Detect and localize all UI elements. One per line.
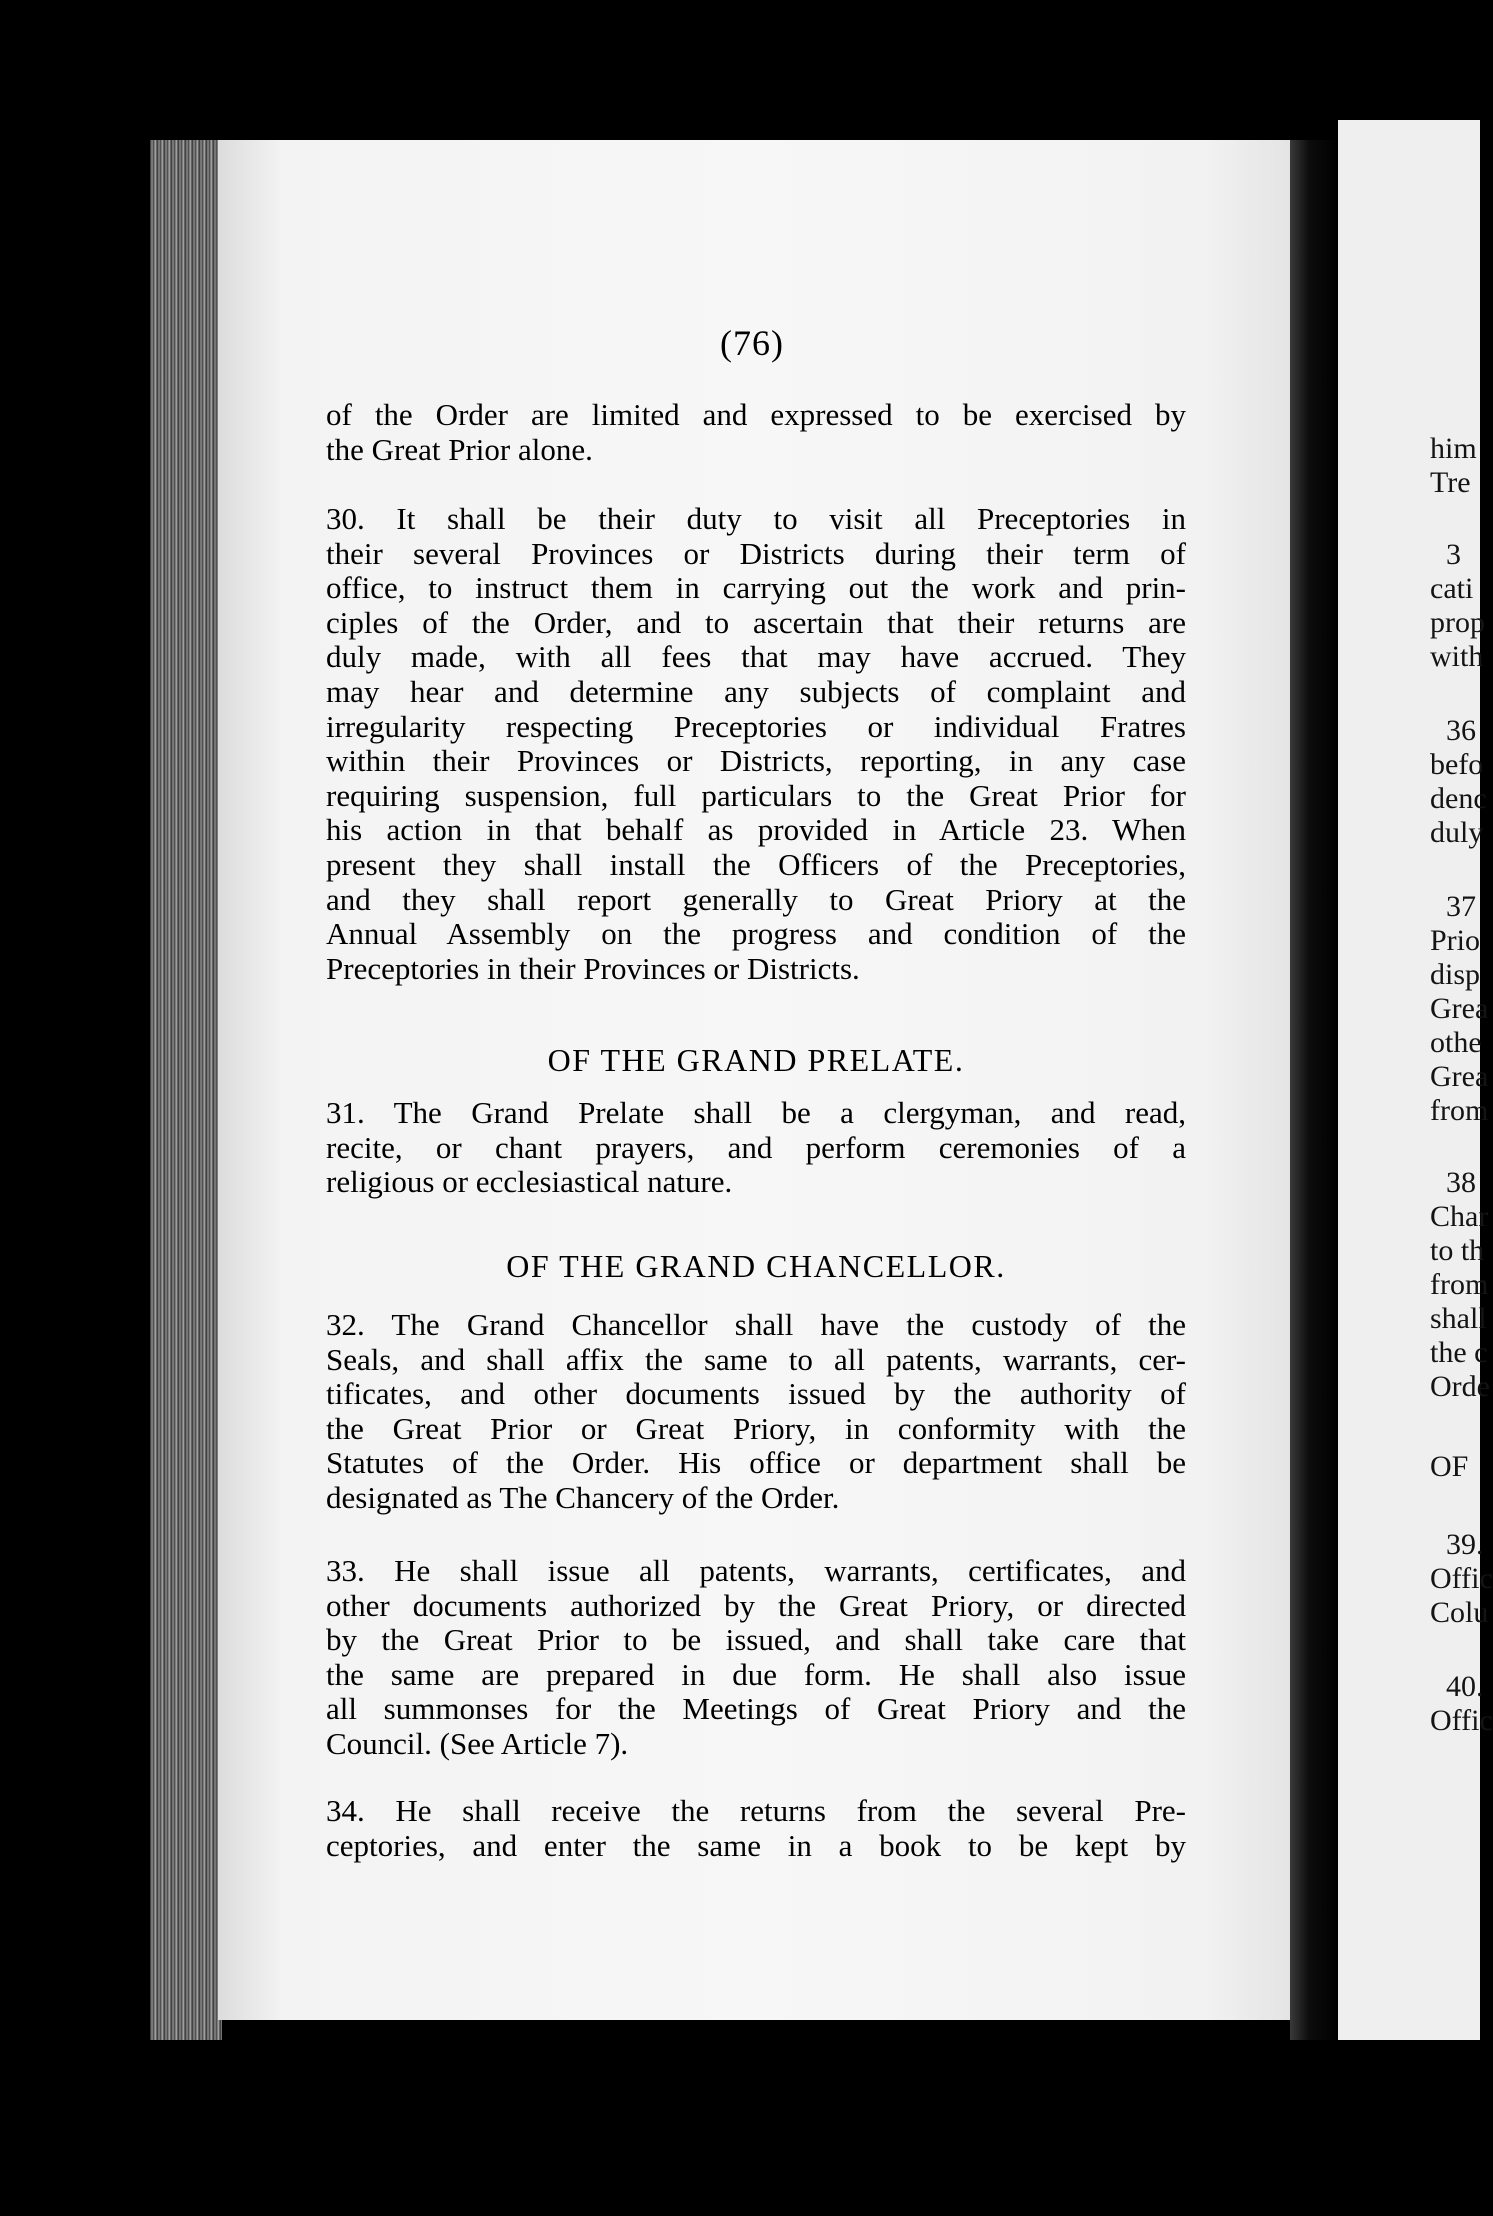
text-line: irregularity respecting Preceptories or individual Fratres xyxy=(326,708,1186,744)
text-line: 33. He shall issue all patents, warrants, certificates, and xyxy=(326,1553,1186,1588)
adjacent-fragment: from xyxy=(1430,1268,1489,1301)
text-line: office, to instruct them in carrying out the work and prin- xyxy=(326,570,1186,606)
adjacent-fragment: OF xyxy=(1430,1450,1469,1483)
adjacent-fragment: prop xyxy=(1430,606,1485,639)
text-line: ceptories, and enter the same in a book to be kept by xyxy=(326,1827,1186,1863)
text-line: 32. The Grand Chancellor shall have the custody of the xyxy=(326,1307,1186,1342)
adjacent-fragment: Prio xyxy=(1430,924,1481,957)
adjacent-fragment: to th xyxy=(1430,1234,1485,1267)
adjacent-fragment: cati xyxy=(1430,572,1474,605)
adjacent-fragment: Orde xyxy=(1430,1370,1490,1403)
text-line: his action in that behalf as provided in Article 23. When xyxy=(326,812,1186,848)
adjacent-fragment: othe xyxy=(1430,1026,1482,1059)
text-line: Annual Assembly on the progress and condition of the xyxy=(326,916,1186,952)
text-line: religious or ecclesiastical nature. xyxy=(326,1164,733,1200)
text-line: all summonses for the Meetings of Great Priory and the xyxy=(326,1691,1186,1727)
adjacent-fragment: 40. xyxy=(1446,1670,1484,1703)
text-line: Council. (See Article 7). xyxy=(326,1725,629,1761)
text-line: duly made, with all fees that may have accrued. They xyxy=(326,639,1186,675)
text-line: recite, or chant prayers, and perform ceremonies of a xyxy=(326,1129,1186,1165)
adjacent-fragment: Char xyxy=(1430,1200,1489,1233)
text-line: other documents authorized by the Great Priory, or directed xyxy=(326,1587,1186,1623)
text-line: ciples of the Order, and to ascertain that their returns are xyxy=(326,604,1186,640)
adjacent-fragment: 36 xyxy=(1446,714,1476,747)
text-line: Seals, and shall affix the same to all patents, warrants, cer- xyxy=(326,1341,1186,1377)
book-page-edges xyxy=(150,140,222,2040)
text-line: requiring suspension, full particulars to the Great Prior for xyxy=(326,777,1186,813)
adjacent-fragment: shall xyxy=(1430,1302,1487,1335)
adjacent-fragment: 39. xyxy=(1446,1528,1484,1561)
adjacent-fragment: disp xyxy=(1430,958,1481,991)
text-line: 31. The Grand Prelate shall be a clergyman, and read, xyxy=(326,1095,1186,1130)
text-line: of the Order are limited and expressed to be exercised by xyxy=(326,397,1186,432)
text-line: the Great Prior or Great Priory, in conformity with the xyxy=(326,1410,1186,1446)
adjacent-fragment: him xyxy=(1430,432,1477,465)
adjacent-fragment: duly xyxy=(1430,816,1484,849)
text-line: Statutes of the Order. His office or department shall be xyxy=(326,1445,1186,1481)
adjacent-fragment: Tre xyxy=(1430,466,1471,499)
adjacent-fragment: Colu xyxy=(1430,1596,1489,1629)
article-31 xyxy=(326,1096,1186,1200)
text-line: designated as The Chancery of the Order. xyxy=(326,1479,840,1515)
adjacent-page-cropped xyxy=(1338,120,1493,2040)
adjacent-fragment: with xyxy=(1430,640,1484,673)
text-line: and they shall report generally to Great Priory at the xyxy=(326,881,1186,917)
text-line: tificates, and other documents issued by the authority of xyxy=(326,1376,1186,1412)
text-line: may hear and determine any subjects of complaint and xyxy=(326,673,1186,709)
adjacent-fragment: 38 xyxy=(1446,1166,1476,1199)
text-line: the same are prepared in due form. He shall also issue xyxy=(326,1656,1186,1692)
section-heading-grand-chancellor: OF THE GRAND CHANCELLOR. xyxy=(506,1248,1006,1284)
adjacent-fragment: from xyxy=(1430,1094,1489,1127)
text-line: their several Provinces or Districts during their term of xyxy=(326,535,1186,571)
page-number: (76) xyxy=(720,323,784,363)
text-line: within their Provinces or Districts, reporting, in any case xyxy=(326,743,1186,779)
adjacent-fragment: 3 xyxy=(1446,538,1461,571)
text-line: present they shall install the Officers of the Preceptories, xyxy=(326,846,1186,882)
adjacent-fragment: Offic xyxy=(1430,1562,1493,1595)
text-line: the Great Prior alone. xyxy=(326,431,593,467)
adjacent-fragment: Offic xyxy=(1430,1704,1493,1737)
adjacent-fragment: 37 xyxy=(1446,890,1476,923)
paragraph-continuation xyxy=(326,398,1186,467)
text-line: by the Great Prior to be issued, and shall take care that xyxy=(326,1622,1186,1658)
article-33 xyxy=(326,1554,1186,1762)
section-heading-grand-prelate: OF THE GRAND PRELATE. xyxy=(547,1042,965,1078)
article-30 xyxy=(326,502,1186,986)
article-32 xyxy=(326,1308,1186,1516)
text-line: Preceptories in their Provinces or Districts. xyxy=(326,950,860,986)
adjacent-fragment: Grea xyxy=(1430,1060,1489,1093)
text-line: 34. He shall receive the returns from the several Pre- xyxy=(326,1793,1186,1828)
book-gutter xyxy=(1290,140,1338,2040)
adjacent-fragment: befo xyxy=(1430,748,1484,781)
adjacent-fragment: denc xyxy=(1430,782,1487,815)
article-34 xyxy=(326,1794,1186,1863)
text-line: 30. It shall be their duty to visit all Preceptories in xyxy=(326,501,1186,536)
adjacent-fragment: Grea xyxy=(1430,992,1489,1025)
adjacent-fragment: the c xyxy=(1430,1336,1488,1369)
